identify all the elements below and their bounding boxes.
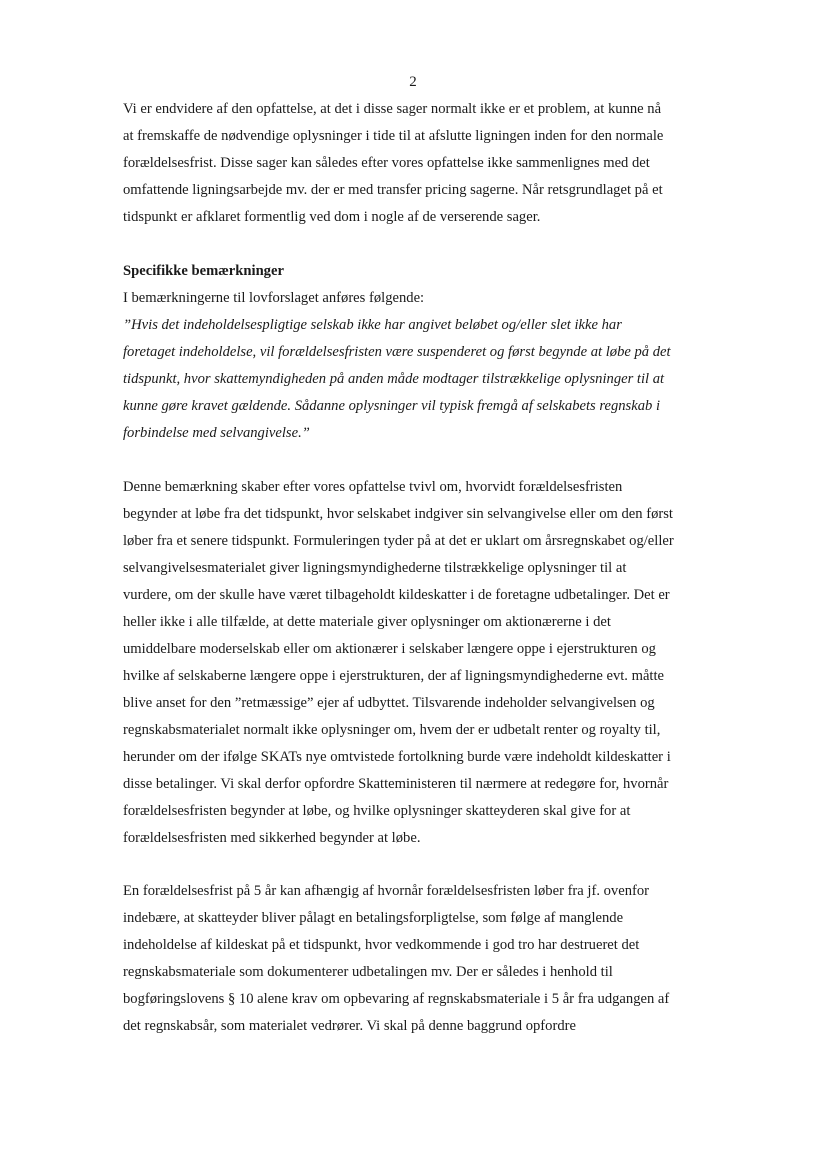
quote-line: tidspunkt, hvor skattemyndigheden på anden måde modtager tilstrækkelige oplysninger til at <box>123 371 665 387</box>
quote-line: forbindelse med selvangivelse.” <box>123 425 310 441</box>
text-line: forældelsesfristen med sikkerhed begynder at løbe. <box>123 830 421 846</box>
text-line: disse betalinger. Vi skal derfor opfordre Skatteministeren til nærmere at redegøre for, hvornår <box>123 776 669 792</box>
intro-line: I bemærkningerne til lovforslaget anføres følgende: <box>123 290 425 306</box>
quote-line: ”Hvis det indeholdelsespligtige selskab ikke har angivet beløbet og/eller slet ikke har <box>123 317 622 333</box>
text-line: indebære, at skatteyder bliver pålagt en betalingsforpligtelse, som følge af manglende <box>123 910 624 926</box>
text-line: forældelsesfrist. Disse sager kan således efter vores opfattelse ikke sammenlignes med det <box>123 155 650 171</box>
quoted-remark <box>123 312 743 447</box>
text-line: regnskabsmateriale som dokumenterer udbetalingen mv. Der er således i henhold til <box>123 964 613 980</box>
text-line: begynder at løbe fra det tidspunkt, hvor selskabet indgiver sin selvangivelse eller om den først <box>123 506 673 522</box>
paragraph-1 <box>123 96 743 231</box>
paragraph-3 <box>123 878 743 1040</box>
text-line: tidspunkt er afklaret formentlig ved dom i nogle af de verserende sager. <box>123 209 541 225</box>
specific-remarks-section <box>123 258 743 312</box>
text-line: Denne bemærkning skaber efter vores opfattelse tvivl om, hvorvidt forældelsesfristen <box>123 479 623 495</box>
text-line: En forældelsesfrist på 5 år kan afhængig af hvornår forældelsesfristen løber fra jf. ovenfor <box>123 883 650 899</box>
text-line: umiddelbare moderselskab eller om aktionærer i selskaber længere oppe i ejerstrukturen og <box>123 641 656 657</box>
text-line: omfattende ligningsarbejde mv. der er med transfer pricing sagerne. Når retsgrundlaget på et <box>123 182 663 198</box>
text-line: heller ikke i alle tilfælde, at dette materiale giver oplysninger om aktionærerne i det <box>123 614 611 630</box>
text-line: hvilke af selskaberne længere oppe i ejerstrukturen, der af ligningsmyndighederne evt. måtte <box>123 668 665 684</box>
text-line: herunder om der ifølge SKATs nye omtvistede fortolkning burde være indeholdt kildeskatter i <box>123 749 671 765</box>
section-heading: Specifikke bemærkninger <box>123 263 284 279</box>
text-line: forældelsesfristen begynder at løbe, og hvilke oplysninger skatteyderen skal give for at <box>123 803 631 819</box>
text-line: det regnskabsår, som materialet vedrører. Vi skal på denne baggrund opfordre <box>123 1018 576 1034</box>
text-line: Vi er endvidere af den opfattelse, at det i disse sager normalt ikke er et problem, at kunne nå <box>123 101 662 117</box>
quote-line: foretaget indeholdelse, vil forældelsesfristen være suspenderet og først begynde at løbe på det <box>123 344 671 360</box>
page-number: 2 <box>409 74 417 90</box>
text-line: at fremskaffe de nødvendige oplysninger i tide til at afslutte ligningen inden for den normale <box>123 128 664 144</box>
paragraph-2 <box>123 474 743 852</box>
text-line: bogføringslovens § 10 alene krav om opbevaring af regnskabsmateriale i 5 år fra udgangen af <box>123 991 670 1007</box>
text-line: løber fra et senere tidspunkt. Formuleringen tyder på at det er uklart om årsregnskabet og/eller <box>123 533 674 549</box>
quote-line: kunne gøre kravet gældende. Sådanne oplysninger vil typisk fremgå af selskabets regnskab i <box>123 398 661 414</box>
text-line: selvangivelsesmaterialet giver ligningsmyndighederne tilstrækkelige oplysninger til at <box>123 560 627 576</box>
text-line: vurdere, om der skulle have været tilbageholdt kildeskatter i de foretagne udbetalinger. Det er <box>123 587 670 603</box>
text-line: regnskabsmaterialet normalt ikke oplysninger om, hvem der er udbetalt renter og royalty til, <box>123 722 661 738</box>
text-line: blive anset for den ”retmæssige” ejer af udbyttet. Tilsvarende indeholder selvangivelsen og <box>123 695 655 711</box>
text-line: indeholdelse af kildeskat på et tidspunkt, hvor vedkommende i god tro har destrueret det <box>123 937 640 953</box>
